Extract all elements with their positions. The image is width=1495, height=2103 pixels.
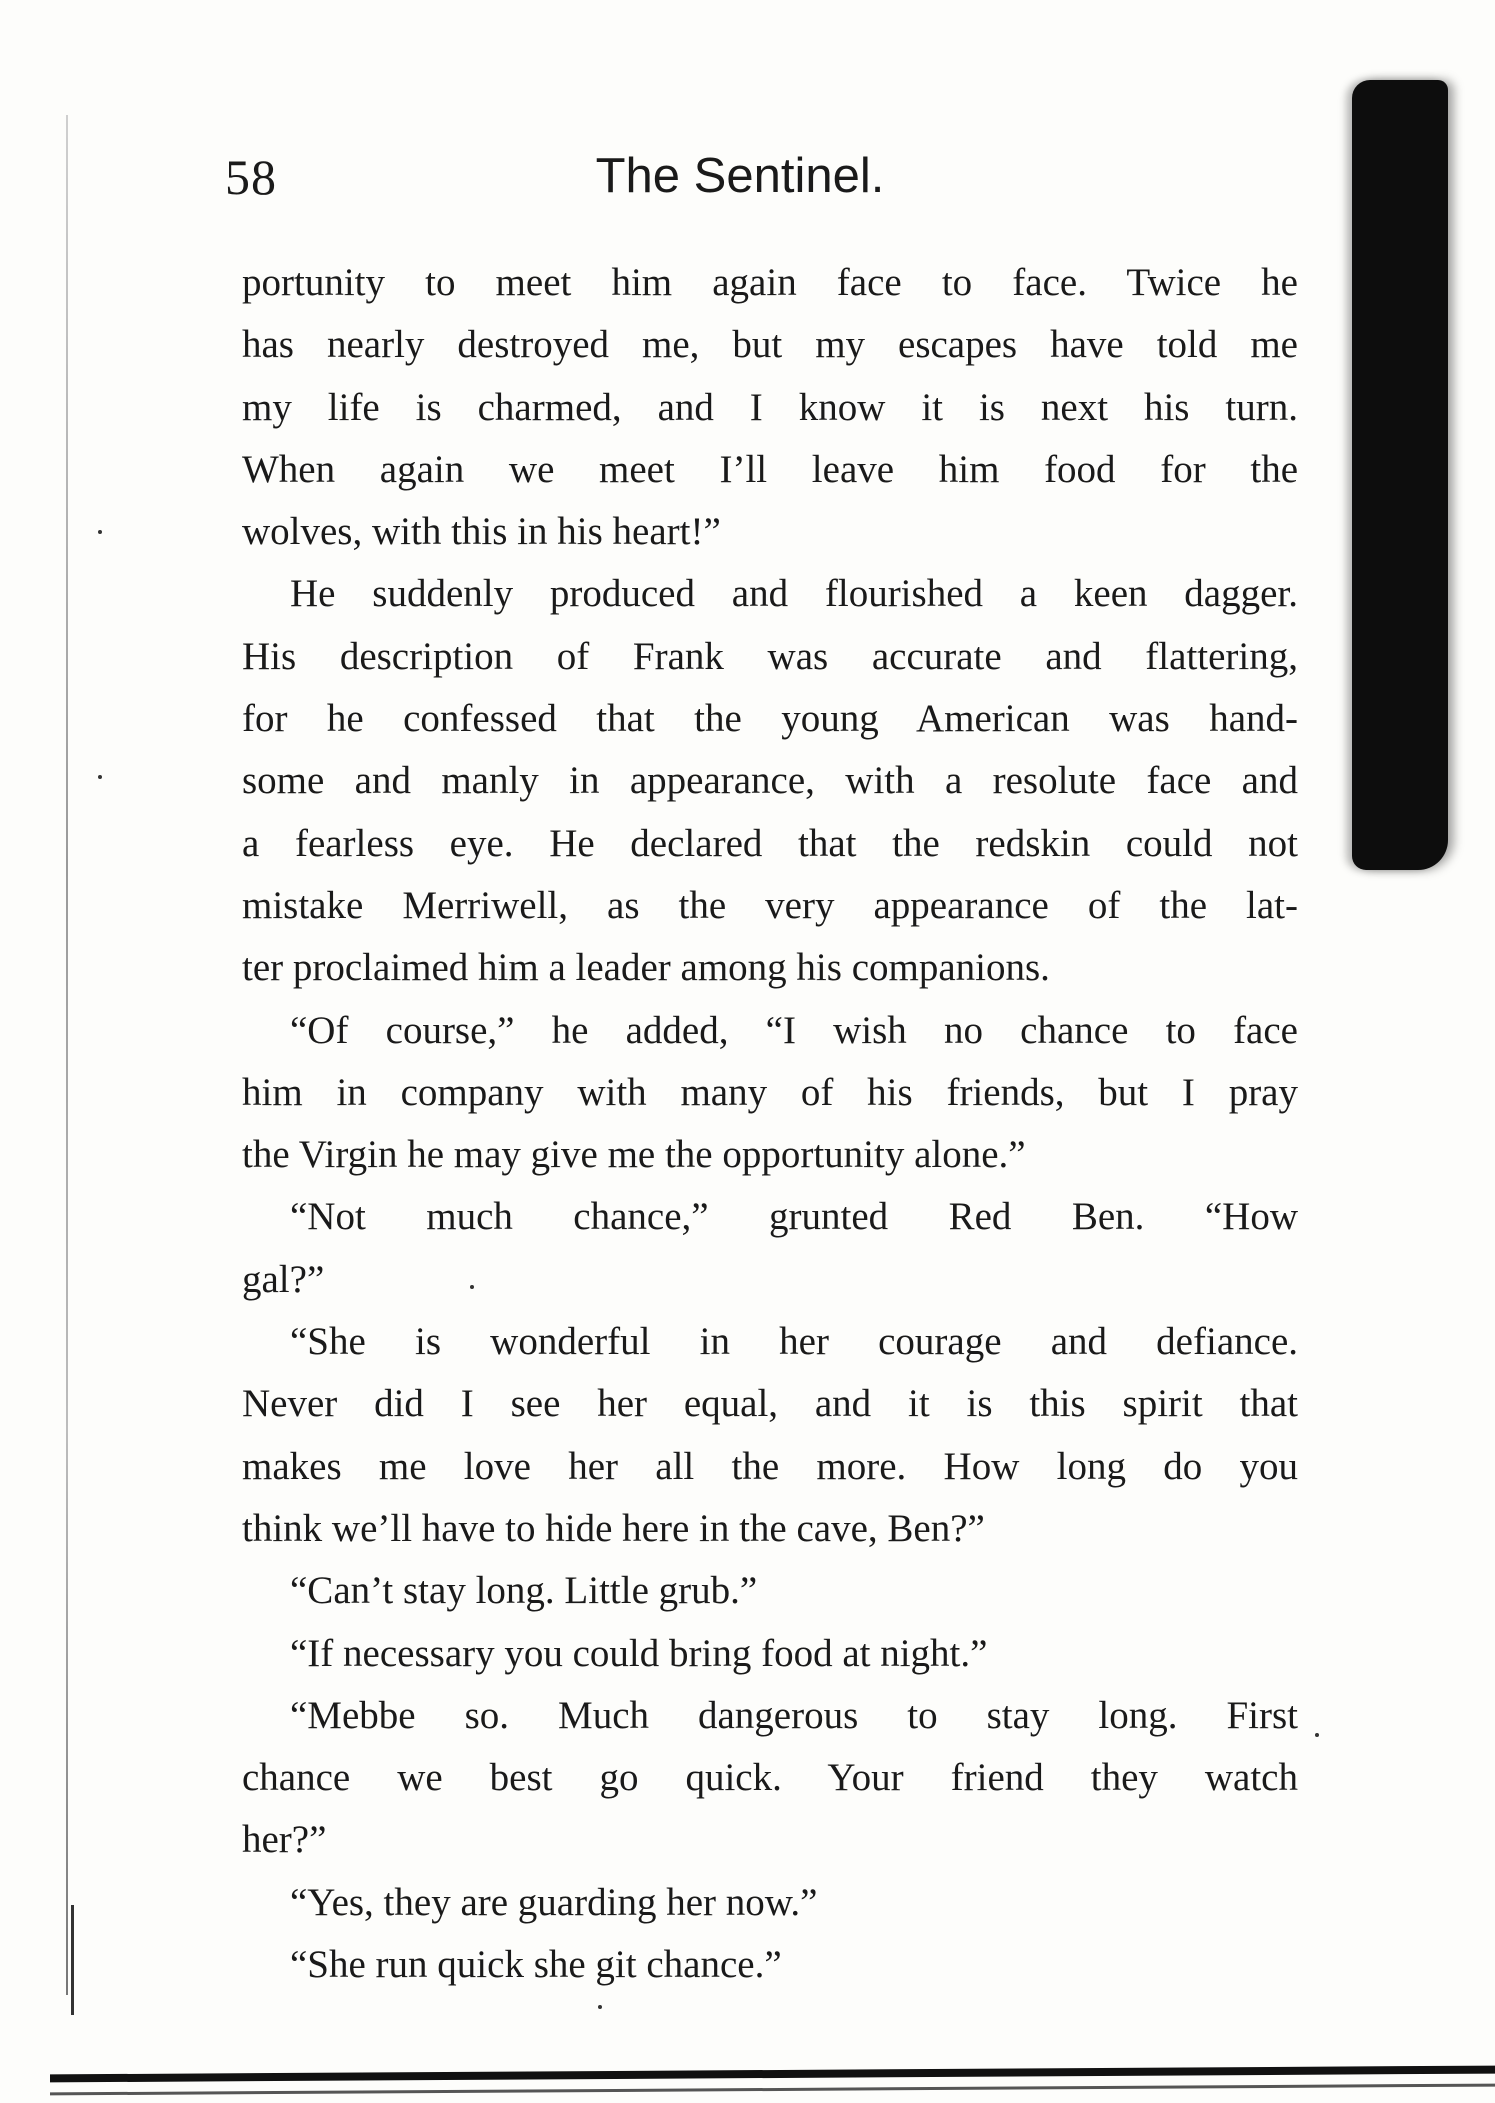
scan-speck bbox=[98, 530, 102, 534]
text-line: His description of Frank was accurate and flattering, bbox=[242, 634, 1298, 678]
text-line: mistake Merriwell, as the very appearance of the lat- bbox=[242, 883, 1298, 927]
text-line: my life is charmed, and I know it is next his turn. bbox=[242, 385, 1298, 429]
scan-speck bbox=[1315, 1733, 1319, 1737]
text-line: for he confessed that the young American was hand- bbox=[242, 697, 1298, 741]
text-line: “Of course,” he added, “I wish no chance to face bbox=[290, 1008, 1298, 1052]
text-line: wolves, with this in his heart!” bbox=[242, 510, 721, 554]
text-line: a fearless eye. He declared that the redskin could not bbox=[242, 821, 1298, 865]
text-line: portunity to meet him again face to face. Twice he bbox=[242, 261, 1298, 304]
text-line: “Yes, they are guarding her now.” bbox=[290, 1880, 818, 1924]
scan-bottom-edge bbox=[50, 2066, 1495, 2083]
page-header bbox=[225, 148, 1295, 218]
text-line: gal?” bbox=[242, 1257, 325, 1301]
text-line: her?” bbox=[242, 1818, 327, 1862]
text-line: “Not much chance,” grunted Red Ben. “How bbox=[290, 1195, 1298, 1239]
scan-bottom-edge-thin bbox=[50, 2084, 1495, 2096]
text-line: When again we meet I’ll leave him food for the bbox=[242, 447, 1298, 491]
text-line: the Virgin he may give me the opportunity alone.” bbox=[242, 1133, 1026, 1177]
text-line: chance we best go quick. Your friend they watch bbox=[242, 1756, 1298, 1800]
text-line: “She run quick she git chance.” bbox=[290, 1943, 782, 1987]
text-line: ter proclaimed him a leader among his companions. bbox=[242, 946, 1050, 990]
scan-left-edge-line bbox=[66, 115, 68, 1995]
text-line: think we’ll have to hide here in the cave, Ben?” bbox=[242, 1506, 985, 1550]
scan-binding-shadow bbox=[1352, 80, 1448, 870]
text-line: makes me love her all the more. How long do you bbox=[242, 1444, 1298, 1488]
text-line: “She is wonderful in her courage and defiance. bbox=[290, 1320, 1298, 1364]
text-line: him in company with many of his friends, but I pray bbox=[242, 1070, 1298, 1114]
scan-speck bbox=[598, 2005, 602, 2009]
text-line: some and manly in appearance, with a resolute face and bbox=[242, 759, 1298, 803]
text-line: “If necessary you could bring food at night.” bbox=[290, 1631, 988, 1675]
running-head: The Sentinel. bbox=[595, 149, 885, 203]
page-number: 58 bbox=[225, 149, 277, 205]
scan-speck bbox=[98, 775, 102, 779]
scan-left-edge-mark bbox=[71, 1905, 74, 2015]
text-line: Never did I see her equal, and it is this spirit that bbox=[242, 1382, 1298, 1426]
text-line: “Can’t stay long. Little grub.” bbox=[290, 1569, 758, 1613]
text-line: has nearly destroyed me, but my escapes have told me bbox=[242, 323, 1298, 367]
text-line: “Mebbe so. Much dangerous to stay long. First bbox=[290, 1693, 1298, 1737]
text-line: He suddenly produced and flourished a keen dagger. bbox=[290, 572, 1298, 616]
page-body bbox=[242, 252, 1298, 1996]
